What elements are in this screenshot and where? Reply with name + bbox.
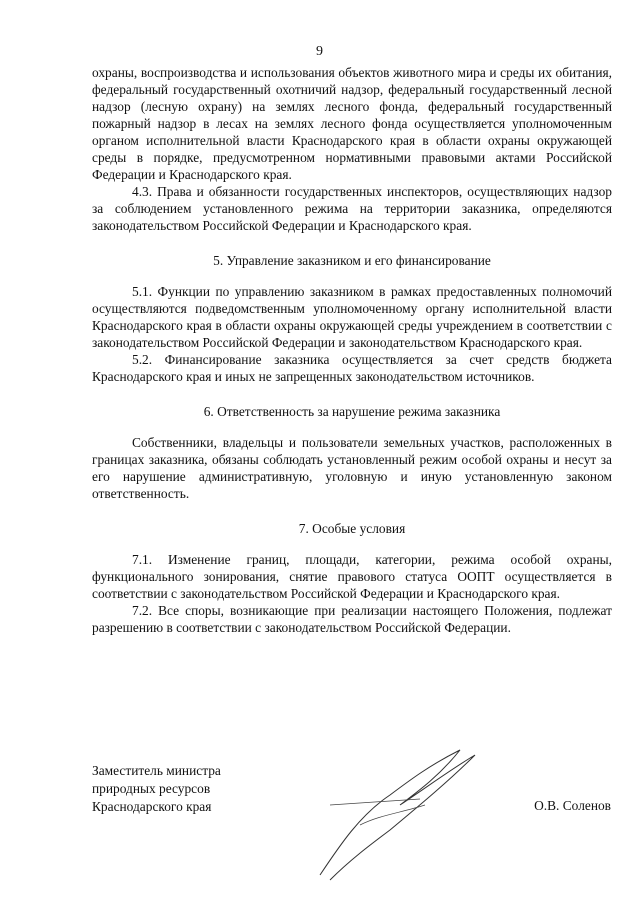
signatory-title-line: Заместитель министра	[92, 763, 221, 778]
section4-paragraph-continued: охраны, воспроизводства и использования объектов животного мира и среды их обитания, федеральный государственный охотничий надзор, федеральный государственный лесной надзор (лесную охрану) на землях лесного фонда, федеральный государственный пожарный надзор в лесах на землях лесного фонда осуществляется уполномоченным органом исполнительной власти Краснодарского края в области охраны окружающей среды в порядке, предусмотренном нормативными правовыми актами Российской Федерации и Краснодарского края.	[92, 65, 612, 182]
page-number: 9	[316, 44, 323, 59]
signatory-title-line: природных ресурсов	[92, 781, 211, 796]
paragraph-7-1: 7.1. Изменение границ, площади, категории, режима особой охраны, функционального зонирования, снятие правового статуса ООПТ осуществляется в соответствии с законодательством Российской Федерации и Краснодарского края.	[92, 552, 612, 601]
section7-heading: 7. Особые условия	[298, 521, 406, 536]
handwritten-signature	[300, 735, 500, 885]
paragraph-7-2: 7.2. Все споры, возникающие при реализации настоящего Положения, подлежат разрешению в соответствии с законодательством Российской Федерации.	[92, 603, 612, 635]
document-body	[92, 64, 612, 636]
paragraph-4-3: 4.3. Права и обязанности государственных инспекторов, осуществляющих надзор за соблюдением установленного режима на территории заказника, определяются законодательством Российской Федерации и Краснодарского края.	[92, 184, 612, 233]
section6-heading: 6. Ответственность за нарушение режима заказника	[203, 404, 501, 419]
signatory-title-line: Краснодарского края	[92, 799, 212, 814]
section5-heading: 5. Управление заказником и его финансирование	[213, 253, 491, 268]
signatory-name: О.В. Соленов	[534, 798, 611, 813]
paragraph-6: Собственники, владельцы и пользователи земельных участков, расположенных в границах заказника, обязаны соблюдать установленный режим особой охраны и несут за его нарушение административную, уголовную и иную установленную законом ответственность.	[92, 435, 612, 501]
paragraph-5-1: 5.1. Функции по управлению заказником в рамках предоставленных полномочий осуществляются подведомственным уполномоченному органу исполнительной власти Краснодарского края в области охраны окружающей среды учреждением в соответствии с законодательством Российской Федерации и законодательством Краснодарского края.	[92, 284, 612, 350]
signatory-title	[92, 762, 221, 816]
paragraph-5-2: 5.2. Финансирование заказника осуществляется за счет средств бюджета Краснодарского края и иных не запрещенных законодательством источников.	[92, 352, 612, 384]
